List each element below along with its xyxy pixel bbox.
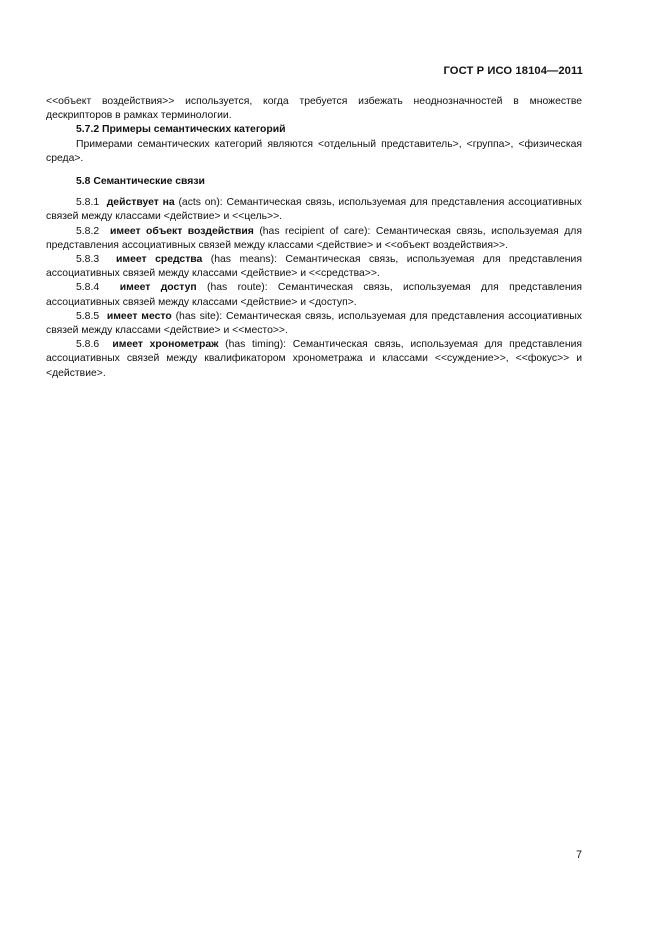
definition-5-8-6 [46, 338, 582, 381]
definition-term: имеет средства [116, 254, 203, 266]
definition-text: (has route): Семантическая связь, используемая для представления ассоциативных связей между классами <действие> и <доступ>. [46, 282, 582, 308]
definition-term: имеет доступ [119, 282, 197, 294]
definition-5-8-4 [46, 281, 582, 309]
definition-text: (has recipient of care): Семантическая связь, используемая для представления ассоциативных связей между классами <действие> и <<объект воздействия>>. [46, 225, 582, 251]
definition-term: действует на [106, 197, 175, 209]
definition-number: 5.8.3 [76, 254, 100, 266]
definition-number: 5.8.5 [76, 310, 100, 322]
definition-5-8-1 [46, 196, 582, 224]
definition-term: имеет место [106, 310, 172, 322]
definition-number: 5.8.1 [76, 197, 100, 209]
definition-text: (has site): Семантическая связь, используемая для представления ассоциативных связей между классами <действие> и <<место>>. [46, 310, 582, 337]
document-body [46, 95, 582, 381]
definition-text: (has timing): Семантическая связь, используемая для представления ассоциативных связей между квалификатором хронометража и классами <<суждение>>, <<фокус>> и <действие>. [46, 339, 582, 379]
definition-term: имеет хронометраж [112, 339, 219, 351]
definition-5-8-5 [46, 310, 582, 338]
definition-text: (has means): Семантическая связь, используемая для представления ассоциативных связей между классами <действие> и <<средства>>. [46, 254, 582, 280]
definition-5-8-2 [46, 225, 582, 253]
page-number: 7 [576, 849, 582, 861]
definition-number: 5.8.4 [76, 282, 100, 294]
section-5-7-2-heading: 5.7.2 Примеры семантических категорий [76, 124, 286, 136]
intro-paragraph: <<объект воздействия>> используется, когда требуется избежать неоднозначностей в множестве дескрипторов в рамках терминологии. [46, 96, 582, 122]
definition-number: 5.8.6 [76, 339, 100, 351]
section-5-7-2-text: Примерами семантических категорий являются <отдельный представитель>, <группа>, <физическая среда>. [46, 138, 582, 164]
definition-5-8-3 [46, 253, 582, 281]
definition-text: (acts on): Семантическая связь, используемая для представления ассоциативных связей между классами <действие> и <<цель>>. [46, 197, 583, 223]
section-5-8-heading: 5.8 Семантические связи [76, 176, 205, 188]
document-header: ГОСТ Р ИСО 18104—2011 [443, 65, 583, 77]
definition-number: 5.8.2 [76, 225, 100, 237]
definition-term: имеет объект воздействия [110, 225, 254, 237]
